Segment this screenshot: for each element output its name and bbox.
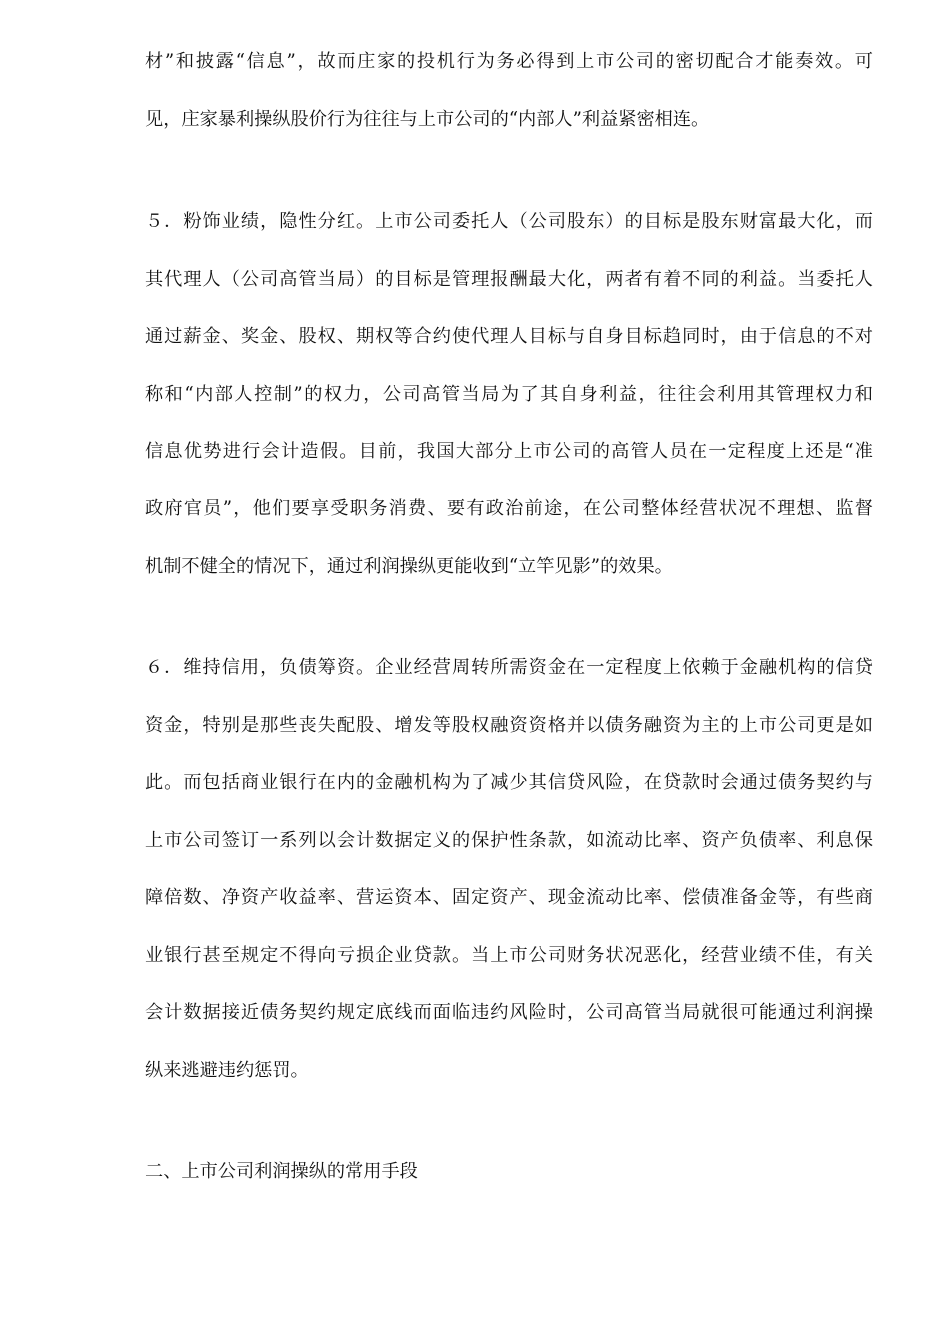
- section-heading: 二、上市公司利润操纵的常用手段: [145, 1161, 418, 1182]
- text-line: 业银行甚至规定不得向亏损企业贷款。当上市公司财务状况恶化，经营业绩不佳，有关: [145, 945, 873, 966]
- text-line: 资金，特别是那些丧失配股、增发等股权融资资格并以债务融资为主的上市公司更是如: [145, 715, 873, 736]
- text-line: 政府官员”，他们要享受职务消费、要有政治前途，在公司整体经营状况不理想、监督: [145, 498, 873, 519]
- text-line: 通过薪金、奖金、股权、期权等合约使代理人目标与自身目标趋同时，由于信息的不对: [145, 326, 873, 347]
- text-line: ５．粉饰业绩，隐性分红。上市公司委托人（公司股东）的目标是股东财富最大化，而: [145, 211, 873, 232]
- text-line: ６．维持信用，负债筹资。企业经营周转所需资金在一定程度上依赖于金融机构的信贷: [145, 657, 873, 678]
- text-line: 障倍数、净资产收益率、营运资本、固定资产、现金流动比率、偿债准备金等，有些商: [145, 887, 873, 908]
- text-line: 称和“内部人控制”的权力，公司高管当局为了其自身利益，往往会利用其管理权力和: [145, 384, 873, 405]
- text-line: 见，庄家暴利操纵股价行为往往与上市公司的“内部人”利益紧密相连。: [145, 109, 710, 130]
- text-line: 其代理人（公司高管当局）的目标是管理报酬最大化，两者有着不同的利益。当委托人: [145, 269, 873, 290]
- text-line: 机制不健全的情况下，通过利润操纵更能收到“立竿见影”的效果。: [145, 556, 673, 577]
- text-line: 材”和披露“信息”，故而庄家的投机行为务必得到上市公司的密切配合才能奏效。可: [145, 51, 873, 72]
- text-line: 此。而包括商业银行在内的金融机构为了减少其信贷风险，在贷款时会通过债务契约与: [145, 772, 873, 793]
- text-line: 会计数据接近债务契约规定底线而面临违约风险时，公司高管当局就很可能通过利润操: [145, 1002, 873, 1023]
- text-line: 上市公司签订一系列以会计数据定义的保护性条款，如流动比率、资产负债率、利息保: [145, 830, 873, 851]
- text-line: 信息优势进行会计造假。目前，我国大部分上市公司的高管人员在一定程度上还是“准: [145, 441, 873, 462]
- text-line: 纵来逃避违约惩罚。: [145, 1060, 309, 1081]
